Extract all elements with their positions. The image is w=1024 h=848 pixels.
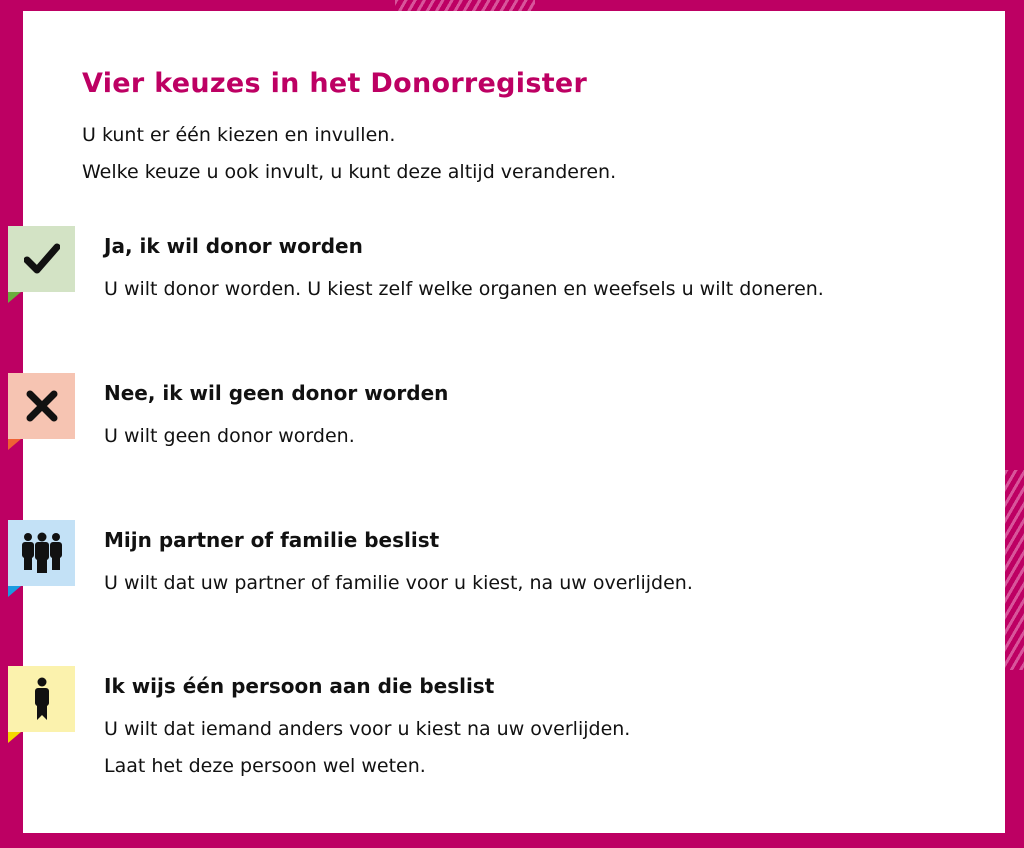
intro-line: U kunt er één kiezen en invullen.	[82, 124, 396, 146]
description-line: U wilt geen donor worden.	[104, 425, 355, 447]
checkmark-icon	[8, 226, 75, 292]
intro-text	[82, 117, 616, 191]
option-title: Ik wijs één persoon aan die beslist	[104, 674, 495, 698]
option-title: Ja, ik wil donor worden	[104, 234, 363, 258]
description-line: U wilt dat uw partner of familie voor u kiest, na uw overlijden.	[104, 572, 693, 594]
group-icon	[8, 520, 75, 586]
description-line: Laat het deze persoon wel weten.	[104, 755, 426, 777]
decorative-stripes	[1005, 470, 1024, 670]
cross-icon	[8, 373, 75, 439]
option-title: Mijn partner of familie beslist	[104, 528, 440, 552]
option-description	[104, 418, 355, 455]
intro-line: Welke keuze u ook invult, u kunt deze altijd veranderen.	[82, 161, 617, 183]
decorative-stripes	[395, 0, 535, 11]
option-description	[104, 271, 824, 308]
option-description	[104, 565, 693, 602]
description-line: U wilt donor worden. U kiest zelf welke organen en weefsels u wilt doneren.	[104, 278, 824, 300]
person-icon	[8, 666, 75, 732]
option-title: Nee, ik wil geen donor worden	[104, 381, 449, 405]
page-title: Vier keuzes in het Donorregister	[82, 68, 588, 99]
option-description	[104, 711, 630, 785]
description-line: U wilt dat iemand anders voor u kiest na uw overlijden.	[104, 718, 631, 740]
